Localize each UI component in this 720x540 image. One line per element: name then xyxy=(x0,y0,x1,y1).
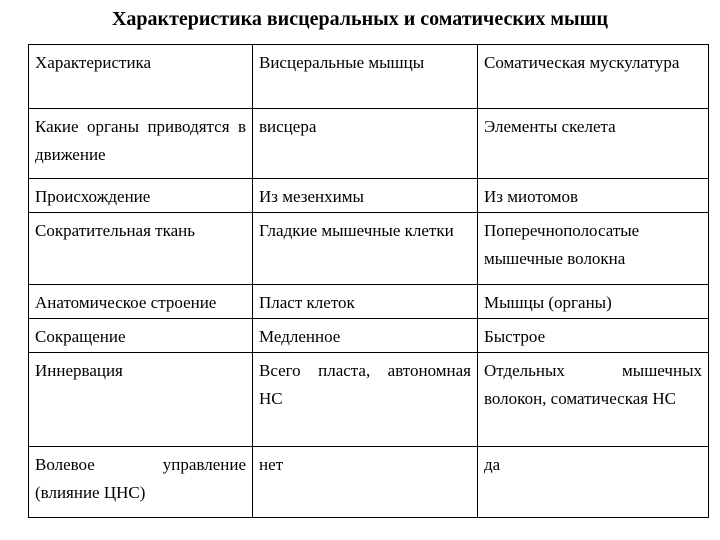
header-cell: Характеристика xyxy=(29,45,253,109)
table-cell: Медленное xyxy=(253,319,478,353)
table-cell: Мышцы (органы) xyxy=(478,285,709,319)
table-cell: висцера xyxy=(253,109,478,179)
table-cell: Из миотомов xyxy=(478,179,709,213)
table-cell: Элементы скелета xyxy=(478,109,709,179)
table-cell: Какие органы приводятся в движение xyxy=(29,109,253,179)
table-header-row xyxy=(29,45,709,109)
table-row xyxy=(29,179,709,213)
table-cell: Всего пласта, автономная НС xyxy=(253,353,478,447)
table-cell: да xyxy=(478,447,709,518)
table-cell: Гладкие мышечные клетки xyxy=(253,213,478,285)
table-cell: Сократительная ткань xyxy=(29,213,253,285)
table-row xyxy=(29,353,709,447)
table-cell: Из мезенхимы xyxy=(253,179,478,213)
table-row xyxy=(29,447,709,518)
table-cell: Волевое управление (влияние ЦНС) xyxy=(29,447,253,518)
header-cell: Висцеральные мышцы xyxy=(253,45,478,109)
table-row xyxy=(29,109,709,179)
page-title: Характеристика висцеральных и соматических мышц xyxy=(111,8,609,30)
table-cell: Сокращение xyxy=(29,319,253,353)
comparison-table xyxy=(28,44,709,518)
table-cell: Иннервация xyxy=(29,353,253,447)
table-cell: Поперечнополосатые мышечные волокна xyxy=(478,213,709,285)
table-cell: Отдельных мышечных волокон, соматическая НС xyxy=(478,353,709,447)
table-row xyxy=(29,213,709,285)
table-cell: Анатомическое строение xyxy=(29,285,253,319)
table-cell: нет xyxy=(253,447,478,518)
table-cell: Пласт клеток xyxy=(253,285,478,319)
header-cell: Соматическая мускулатура xyxy=(478,45,709,109)
table-cell: Происхождение xyxy=(29,179,253,213)
table-cell: Быстрое xyxy=(478,319,709,353)
table-row xyxy=(29,319,709,353)
table-row xyxy=(29,285,709,319)
